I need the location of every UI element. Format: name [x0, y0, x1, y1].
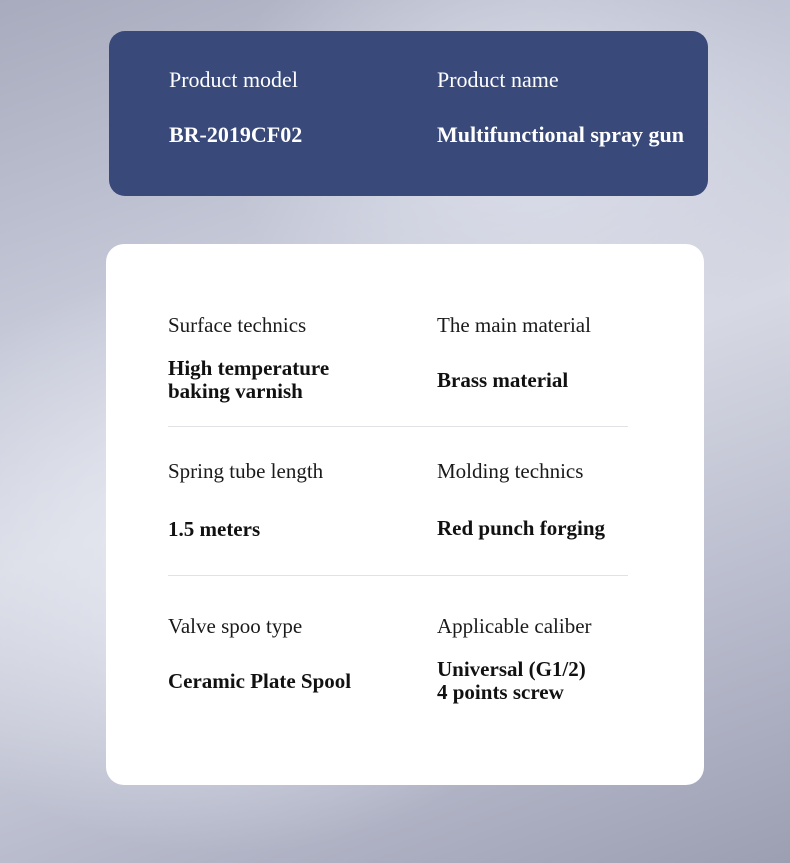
applicable-caliber-label: Applicable caliber	[437, 614, 592, 638]
row-divider	[168, 575, 628, 576]
molding-technics-label: Molding technics	[437, 459, 584, 483]
spring-tube-length-label: Spring tube length	[168, 459, 324, 483]
spring-tube-length-value: 1.5 meters	[168, 517, 261, 541]
valve-spool-type-label: Valve spoo type	[168, 614, 303, 638]
specifications-card	[106, 244, 704, 785]
valve-spool-type-value: Ceramic Plate Spool	[168, 669, 352, 693]
main-material-label: The main material	[437, 313, 591, 337]
product-name-label: Product name	[437, 67, 559, 92]
applicable-caliber-value: Universal (G1/2) 4 points screw	[437, 657, 586, 704]
product-name-value: Multifunctional spray gun	[437, 122, 684, 147]
surface-technics-label: Surface technics	[168, 313, 307, 337]
product-model-label: Product model	[169, 67, 298, 92]
molding-technics-value: Red punch forging	[437, 516, 606, 540]
main-material-value: Brass material	[437, 368, 569, 392]
product-model-value: BR-2019CF02	[169, 122, 303, 147]
surface-technics-value: High temperature baking varnish	[168, 356, 330, 403]
product-header-card	[109, 31, 708, 196]
row-divider	[168, 426, 628, 427]
